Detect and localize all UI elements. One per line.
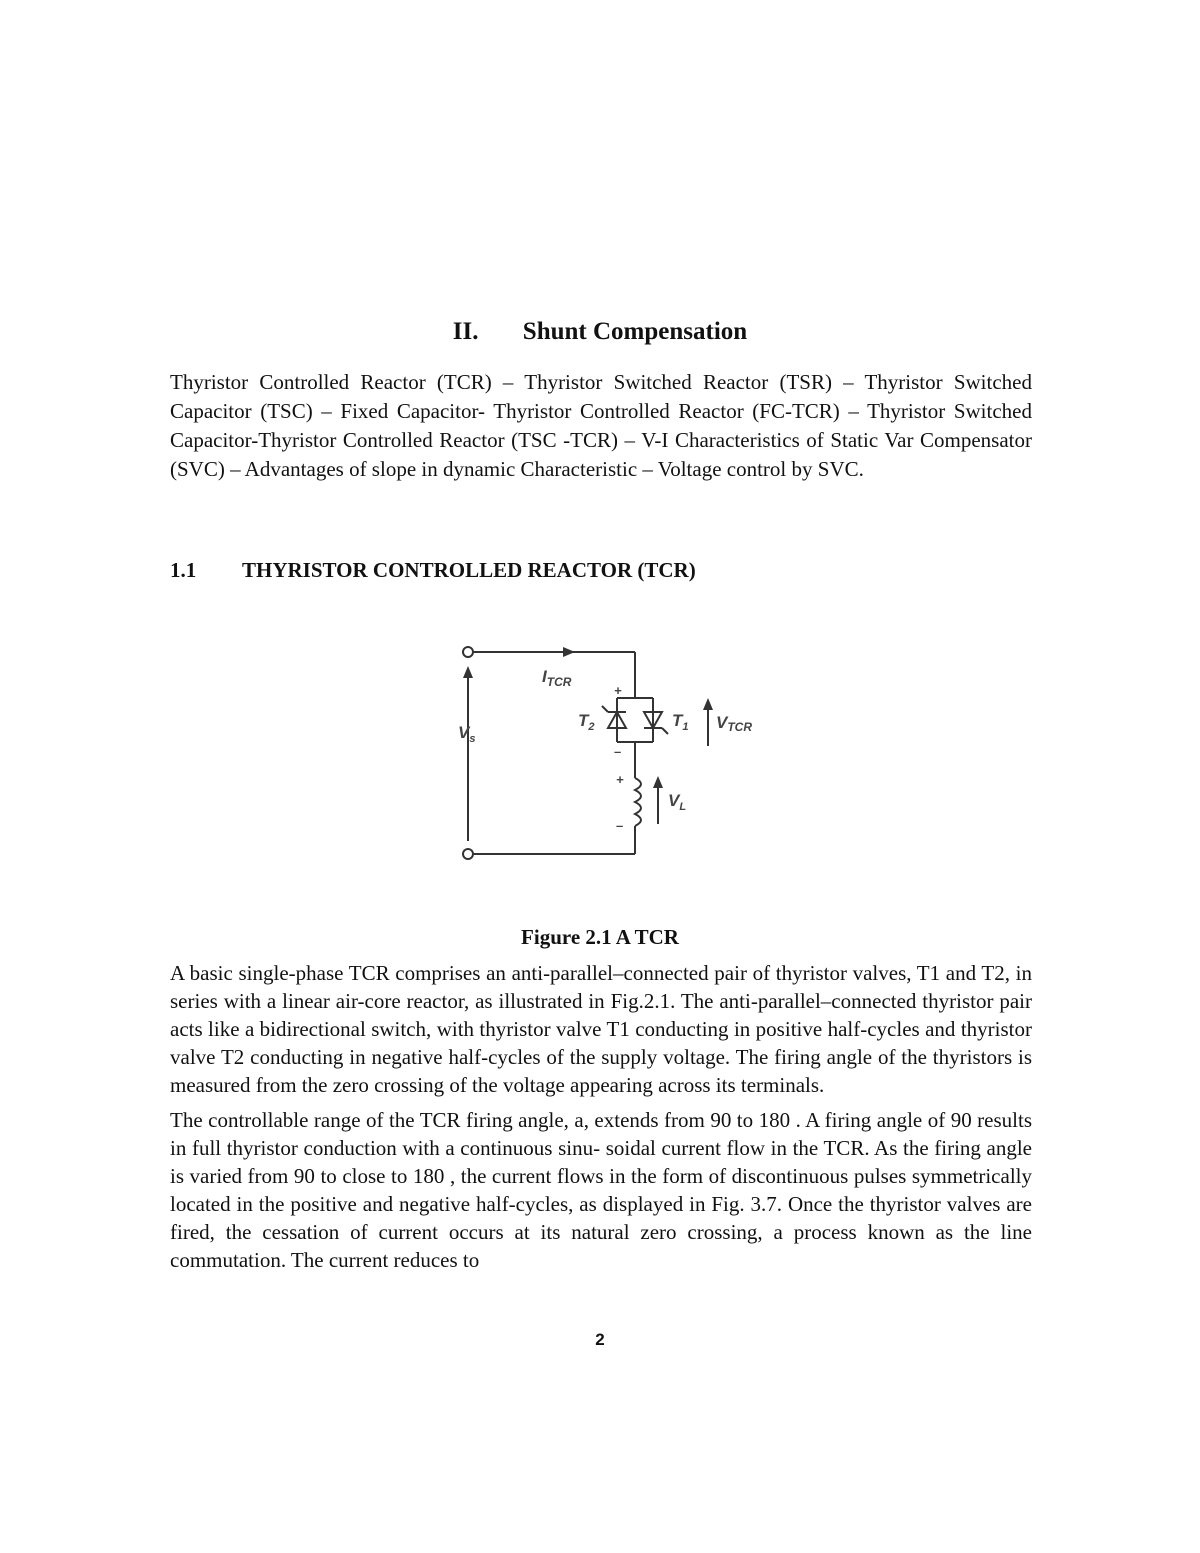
t2-label: $T_2$ bbox=[578, 711, 595, 733]
top-terminal bbox=[463, 647, 473, 657]
vl-arrow-head bbox=[653, 776, 663, 788]
vtcr-arrow-head bbox=[703, 698, 713, 710]
body-text bbox=[170, 959, 1032, 1281]
vs-arrow-head bbox=[463, 666, 473, 678]
t1-label: $T_1$ bbox=[672, 711, 689, 733]
vs-label: $V_s$ bbox=[458, 723, 476, 745]
itcr-arrow-head bbox=[563, 647, 575, 657]
body-paragraph-2: The controllable range of the TCR firing angle, a, extends from 90 to 180 . A firing angle of 90 results in full thyristor conduction with a continuous sinu- soidal current flow in the TCR. As the firing angle is varied from 90 to close to 180 , the current flows in the form of discontinuous pulses symmetrically located in the positive and negative half-cycles, as displayed in Fig. 3.7. Once the thyristor valves are fired, the cessation of current occurs at its natural zero crossing, a process known as the line commutation. The current reduces to bbox=[170, 1108, 1032, 1272]
syllabus-text: Thyristor Controlled Reactor (TCR) – Thyristor Switched Reactor (TSR) – Thyristor Switched Capacitor (TSC) – Fixed Capacitor- Thyristor Controlled Reactor (FC-TCR) – Thyristor Switched Capacitor-Thyristor Controlled Reactor (TSC -TCR) – V-I Characteristics of Static Var Compensator (SVC) – Advantages of slope in dynamic Characteristic – Voltage control by SVC. bbox=[170, 370, 1032, 481]
chapter-number: II. bbox=[452, 318, 479, 345]
tcr-circuit-figure bbox=[450, 638, 780, 868]
bottom-terminal bbox=[463, 849, 473, 859]
itcr-label: $I_{TCR}$ bbox=[542, 667, 572, 689]
chapter-title bbox=[0, 318, 1200, 346]
body-paragraph-1: A basic single-phase TCR comprises an anti-parallel–connected pair of thyristor valves, T1 and T2, in series with a linear air-core reactor, as illustrated in Fig.2.1. The anti-parallel–connected thyristor pair acts like a bidirectional switch, with thyristor valve T1 conducting in positive half-cycles and thyristor valve T2 conducting in negative half-cycles of the supply voltage. The firing angle of the thyristors is measured from the zero crossing of the voltage appearing across its terminals. bbox=[170, 961, 1032, 1097]
vl-label: $V_L$ bbox=[668, 791, 687, 813]
tcr-circuit-diagram bbox=[450, 638, 780, 868]
chapter-title-text: Shunt Compensation bbox=[522, 318, 748, 345]
inductor-minus-sign: – bbox=[616, 818, 624, 833]
section-number: 1.1 bbox=[170, 558, 197, 582]
thyristor-minus-sign: – bbox=[614, 744, 622, 759]
figure-caption: Figure 2.1 A TCR bbox=[521, 925, 679, 949]
section-heading bbox=[170, 558, 696, 583]
vtcr-label: VTCR bbox=[716, 713, 753, 734]
syllabus-paragraph bbox=[170, 368, 1032, 484]
inductor-coil bbox=[635, 778, 641, 826]
section-title: THYRISTOR CONTROLLED REACTOR (TCR) bbox=[242, 558, 696, 582]
page-number: 2 bbox=[595, 1330, 605, 1349]
thyristor-plus-sign: + bbox=[614, 683, 622, 698]
inductor-plus-sign: + bbox=[616, 772, 624, 787]
